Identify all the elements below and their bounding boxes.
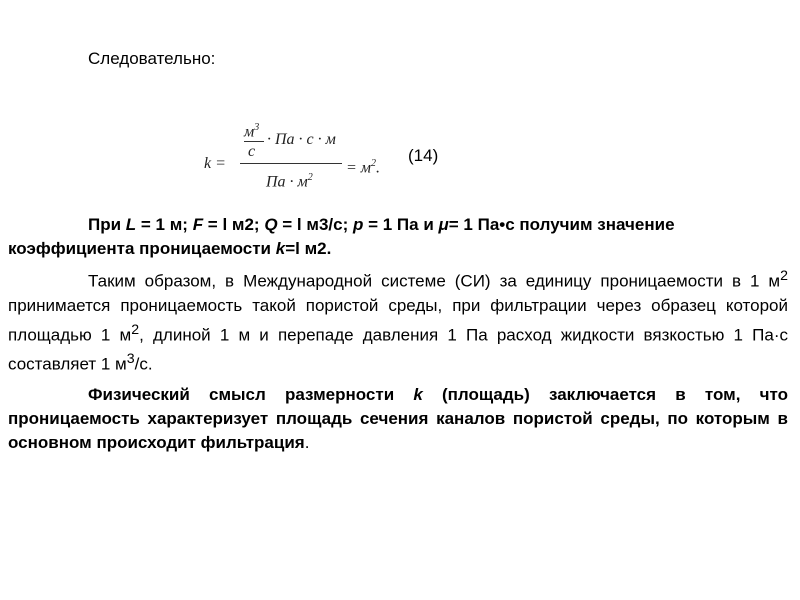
formula-rhs: = $м^2$. xyxy=(346,158,381,177)
formula-numerator-rest: · Па · с · м xyxy=(267,131,336,148)
formula-main-fraction-line xyxy=(240,163,342,164)
formula-inner-denominator: с xyxy=(248,143,256,160)
paragraph-units: При L = 1 м; F = l м2; Q = l м3/с; р = 1 Па и μ= 1 Па•с получим значение коэффициента проницаемости k=l м2. xyxy=(8,215,675,258)
paragraph-si-definition: Таким образом, в Международной системе (СИ) за единицу проницаемости в 1 $м^2$ принимается проницаемость такой пористой среды, при фильтрации через образец которой площадью 1 $м^2$, длиной 1 м и перепаде давления 1 Па расход жидкости вязкостью 1 Па·с составляет 1 $м^3/с$. xyxy=(8,268,788,374)
formula-inner-numerator: $м^3$ xyxy=(244,122,260,141)
intro-text: Следовательно: xyxy=(88,49,216,68)
paragraph-physical-meaning: Физический смысл размерности k (площадь) заключается в том, что проницаемость характеризует площадь сечения каналов пористой среды, по которым в основном происходит фильтрация. xyxy=(8,385,788,452)
formula-lhs: k = xyxy=(204,155,226,172)
formula-denominator: Па · $м^2$ xyxy=(266,172,313,191)
equation-number: (14) xyxy=(408,146,439,165)
